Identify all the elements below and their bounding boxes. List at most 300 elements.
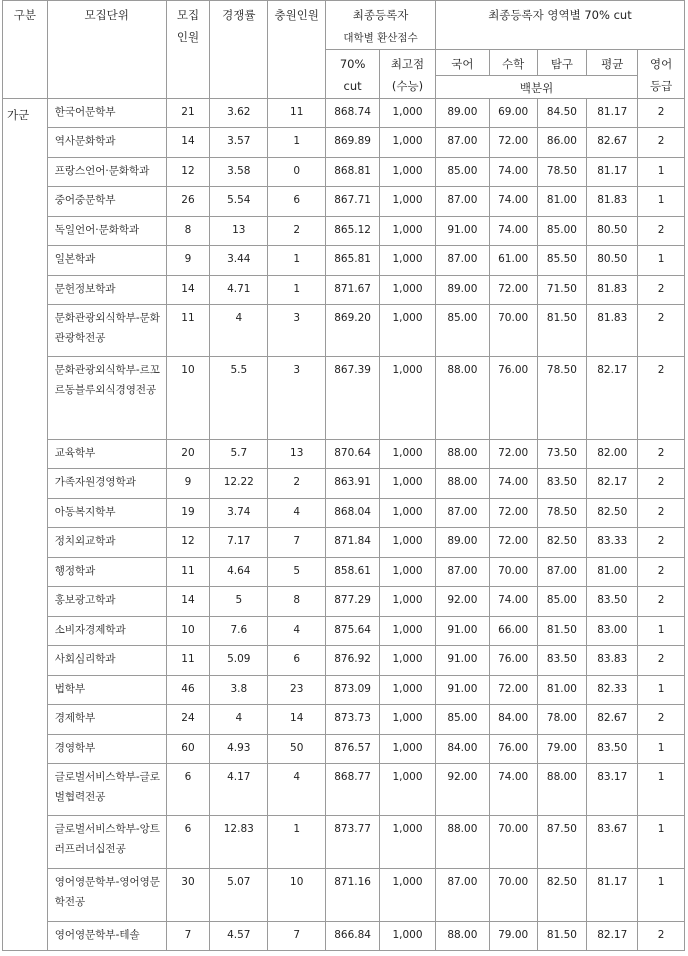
cell-recruit: 11: [166, 558, 210, 587]
cell-recruit: 19: [166, 499, 210, 528]
cell-inquiry: 78.00: [537, 705, 587, 735]
cell-korean: 88.00: [435, 469, 489, 499]
cell-math: 84.00: [489, 705, 537, 735]
cell-inquiry: 78.50: [537, 499, 587, 528]
cell-inquiry: 81.00: [537, 187, 587, 217]
cell-english: 2: [638, 357, 685, 440]
cell-english: 2: [638, 528, 685, 558]
cell-inquiry: 79.00: [537, 735, 587, 764]
cell-cut70: 865.12: [326, 217, 380, 246]
header-competition: 경쟁률: [210, 1, 268, 99]
header-final-area: 최종등록자 영역별 70% cut: [435, 1, 684, 50]
group-label: 가군: [3, 99, 48, 951]
cell-max: 1,000: [380, 676, 436, 705]
cell-inquiry: 81.50: [537, 305, 587, 357]
cell-math: 76.00: [489, 357, 537, 440]
cell-math: 72.00: [489, 528, 537, 558]
cell-cut70: 867.71: [326, 187, 380, 217]
table-row: [3, 587, 685, 617]
cell-name: 사회심리학과: [47, 646, 166, 676]
cell-recruit: 12: [166, 158, 210, 187]
cell-competition: 12.22: [210, 469, 268, 499]
cell-cut70: 865.81: [326, 246, 380, 276]
cell-additional: 2: [268, 469, 326, 499]
cell-korean: 92.00: [435, 587, 489, 617]
cell-inquiry: 84.50: [537, 99, 587, 128]
table-row: [3, 276, 685, 305]
cell-recruit: 6: [166, 764, 210, 816]
cell-english: 1: [638, 816, 685, 869]
cell-name: 역사문화학과: [47, 128, 166, 158]
cell-cut70: 871.16: [326, 869, 380, 922]
header-category: 구분: [3, 1, 48, 99]
cell-competition: 4.93: [210, 735, 268, 764]
header-cut70: 70% cut: [326, 50, 380, 99]
cell-max: 1,000: [380, 764, 436, 816]
table-row: [3, 499, 685, 528]
cell-cut70: 869.89: [326, 128, 380, 158]
cell-name: 소비자경제학과: [47, 617, 166, 646]
cell-english: 1: [638, 158, 685, 187]
table-row: [3, 816, 685, 869]
table-row: [3, 158, 685, 187]
cell-competition: 7.6: [210, 617, 268, 646]
cell-inquiry: 87.00: [537, 558, 587, 587]
cell-name: 문화관광외식학부-르꼬르동블루외식경영전공: [47, 357, 166, 440]
cell-cut70: 868.77: [326, 764, 380, 816]
cell-recruit: 14: [166, 276, 210, 305]
cell-competition: 5: [210, 587, 268, 617]
cell-inquiry: 85.00: [537, 217, 587, 246]
cell-korean: 89.00: [435, 99, 489, 128]
cell-math: 66.00: [489, 617, 537, 646]
admission-results-table: [2, 0, 685, 951]
cell-recruit: 24: [166, 705, 210, 735]
cell-math: 76.00: [489, 646, 537, 676]
cell-avg: 81.00: [587, 558, 638, 587]
cell-name: 법학부: [47, 676, 166, 705]
cell-math: 74.00: [489, 587, 537, 617]
cell-max: 1,000: [380, 99, 436, 128]
header-max-score: 최고점 (수능): [380, 50, 436, 99]
cell-korean: 88.00: [435, 816, 489, 869]
cell-competition: 3.58: [210, 158, 268, 187]
cell-additional: 6: [268, 646, 326, 676]
table-row: [3, 869, 685, 922]
cell-name: 정치외교학과: [47, 528, 166, 558]
cell-inquiry: 82.50: [537, 869, 587, 922]
table-row: [3, 357, 685, 440]
cell-english: 2: [638, 587, 685, 617]
header-unit: 모집단위: [47, 1, 166, 99]
cell-recruit: 7: [166, 922, 210, 951]
cell-avg: 83.33: [587, 528, 638, 558]
cell-recruit: 14: [166, 128, 210, 158]
cell-math: 72.00: [489, 128, 537, 158]
table-row: [3, 764, 685, 816]
table-row: [3, 440, 685, 469]
cell-recruit: 46: [166, 676, 210, 705]
cell-korean: 87.00: [435, 558, 489, 587]
cell-avg: 81.17: [587, 158, 638, 187]
cell-avg: 83.83: [587, 646, 638, 676]
cell-avg: 82.17: [587, 469, 638, 499]
cell-recruit: 6: [166, 816, 210, 869]
cell-competition: 5.7: [210, 440, 268, 469]
cell-recruit: 30: [166, 869, 210, 922]
cell-max: 1,000: [380, 816, 436, 869]
cell-cut70: 873.09: [326, 676, 380, 705]
cell-name: 프랑스언어·문화학과: [47, 158, 166, 187]
cell-max: 1,000: [380, 869, 436, 922]
cell-math: 74.00: [489, 764, 537, 816]
cell-cut70: 877.29: [326, 587, 380, 617]
cell-additional: 3: [268, 357, 326, 440]
cell-max: 1,000: [380, 587, 436, 617]
cell-korean: 88.00: [435, 922, 489, 951]
cell-avg: 81.17: [587, 869, 638, 922]
cell-inquiry: 82.50: [537, 528, 587, 558]
cell-max: 1,000: [380, 617, 436, 646]
cell-name: 영어영문학부-테솔: [47, 922, 166, 951]
cell-english: 2: [638, 922, 685, 951]
cell-recruit: 10: [166, 617, 210, 646]
table-row: [3, 735, 685, 764]
cell-name: 글로벌서비스학부-앙트러프러너십전공: [47, 816, 166, 869]
table-row: [3, 922, 685, 951]
cell-korean: 87.00: [435, 128, 489, 158]
cell-avg: 81.17: [587, 99, 638, 128]
cell-avg: 83.67: [587, 816, 638, 869]
cell-english: 1: [638, 246, 685, 276]
cell-korean: 88.00: [435, 357, 489, 440]
cell-additional: 50: [268, 735, 326, 764]
cell-avg: 82.17: [587, 922, 638, 951]
cell-additional: 0: [268, 158, 326, 187]
cell-math: 72.00: [489, 676, 537, 705]
cell-avg: 81.83: [587, 305, 638, 357]
cell-competition: 5.07: [210, 869, 268, 922]
cell-cut70: 868.74: [326, 99, 380, 128]
cell-competition: 7.17: [210, 528, 268, 558]
cell-math: 74.00: [489, 217, 537, 246]
cell-name: 문헌정보학과: [47, 276, 166, 305]
cell-cut70: 870.64: [326, 440, 380, 469]
cell-cut70: 875.64: [326, 617, 380, 646]
cell-additional: 8: [268, 587, 326, 617]
cell-max: 1,000: [380, 187, 436, 217]
table-row: [3, 646, 685, 676]
cell-korean: 91.00: [435, 676, 489, 705]
cell-competition: 3.44: [210, 246, 268, 276]
cell-korean: 85.00: [435, 705, 489, 735]
cell-english: 2: [638, 705, 685, 735]
cell-additional: 1: [268, 816, 326, 869]
header-english: 영어 등급: [638, 50, 685, 99]
cell-additional: 7: [268, 922, 326, 951]
cell-korean: 87.00: [435, 499, 489, 528]
cell-recruit: 12: [166, 528, 210, 558]
cell-additional: 5: [268, 558, 326, 587]
header-recruit: 모집 인원: [166, 1, 210, 99]
cell-math: 76.00: [489, 735, 537, 764]
cell-competition: 4.17: [210, 764, 268, 816]
cell-max: 1,000: [380, 217, 436, 246]
cell-avg: 82.50: [587, 499, 638, 528]
cell-max: 1,000: [380, 128, 436, 158]
cell-cut70: 868.04: [326, 499, 380, 528]
cell-additional: 1: [268, 246, 326, 276]
cell-additional: 1: [268, 128, 326, 158]
cell-inquiry: 71.50: [537, 276, 587, 305]
cell-competition: 4.71: [210, 276, 268, 305]
cell-recruit: 9: [166, 469, 210, 499]
cell-name: 가족자원경영학과: [47, 469, 166, 499]
cell-avg: 83.00: [587, 617, 638, 646]
cell-cut70: 871.67: [326, 276, 380, 305]
cell-korean: 87.00: [435, 869, 489, 922]
cell-additional: 10: [268, 869, 326, 922]
table-row: [3, 246, 685, 276]
cell-english: 1: [638, 735, 685, 764]
cell-additional: 4: [268, 617, 326, 646]
cell-math: 61.00: [489, 246, 537, 276]
cell-competition: 5.54: [210, 187, 268, 217]
cell-name: 글로벌서비스학부-글로벌협력전공: [47, 764, 166, 816]
table-row: [3, 558, 685, 587]
cell-cut70: 867.39: [326, 357, 380, 440]
cell-cut70: 873.73: [326, 705, 380, 735]
cell-name: 영어영문학부-영어영문학전공: [47, 869, 166, 922]
table-row: [3, 469, 685, 499]
cell-english: 2: [638, 440, 685, 469]
cell-math: 72.00: [489, 499, 537, 528]
cell-recruit: 14: [166, 587, 210, 617]
cell-competition: 3.8: [210, 676, 268, 705]
table-row: [3, 617, 685, 646]
cell-avg: 82.33: [587, 676, 638, 705]
table-row: [3, 705, 685, 735]
cell-cut70: 858.61: [326, 558, 380, 587]
cell-english: 2: [638, 469, 685, 499]
cell-additional: 1: [268, 276, 326, 305]
cell-english: 2: [638, 499, 685, 528]
cell-avg: 81.83: [587, 187, 638, 217]
cell-korean: 84.00: [435, 735, 489, 764]
cell-recruit: 10: [166, 357, 210, 440]
cell-max: 1,000: [380, 440, 436, 469]
cell-name: 일본학과: [47, 246, 166, 276]
cell-cut70: 873.77: [326, 816, 380, 869]
cell-recruit: 21: [166, 99, 210, 128]
cell-english: 1: [638, 764, 685, 816]
cell-competition: 3.74: [210, 499, 268, 528]
cell-max: 1,000: [380, 499, 436, 528]
cell-english: 2: [638, 99, 685, 128]
cell-additional: 4: [268, 499, 326, 528]
cell-korean: 88.00: [435, 440, 489, 469]
cell-competition: 5.09: [210, 646, 268, 676]
cell-english: 2: [638, 276, 685, 305]
cell-max: 1,000: [380, 276, 436, 305]
cell-additional: 4: [268, 764, 326, 816]
cell-math: 74.00: [489, 187, 537, 217]
cell-inquiry: 87.50: [537, 816, 587, 869]
cell-english: 1: [638, 676, 685, 705]
cell-cut70: 876.57: [326, 735, 380, 764]
cell-cut70: 876.92: [326, 646, 380, 676]
cell-inquiry: 78.50: [537, 357, 587, 440]
cell-name: 한국어문학부: [47, 99, 166, 128]
table-row: [3, 305, 685, 357]
cell-competition: 4.64: [210, 558, 268, 587]
cell-math: 74.00: [489, 469, 537, 499]
cell-competition: 3.57: [210, 128, 268, 158]
cell-name: 교육학부: [47, 440, 166, 469]
table-row: [3, 128, 685, 158]
cell-inquiry: 88.00: [537, 764, 587, 816]
cell-inquiry: 81.50: [537, 617, 587, 646]
cell-inquiry: 83.50: [537, 469, 587, 499]
cell-max: 1,000: [380, 922, 436, 951]
cell-avg: 82.67: [587, 705, 638, 735]
table-row: [3, 676, 685, 705]
cell-name: 아동복지학부: [47, 499, 166, 528]
cell-math: 72.00: [489, 276, 537, 305]
cell-competition: 4: [210, 705, 268, 735]
cell-math: 79.00: [489, 922, 537, 951]
cell-avg: 82.17: [587, 357, 638, 440]
cell-english: 2: [638, 558, 685, 587]
cell-math: 70.00: [489, 305, 537, 357]
cell-name: 행정학과: [47, 558, 166, 587]
cell-max: 1,000: [380, 646, 436, 676]
cell-max: 1,000: [380, 357, 436, 440]
cell-korean: 91.00: [435, 646, 489, 676]
cell-english: 2: [638, 646, 685, 676]
cell-competition: 13: [210, 217, 268, 246]
cell-avg: 82.67: [587, 128, 638, 158]
cell-cut70: 866.84: [326, 922, 380, 951]
header-percentile: 백분위: [435, 76, 637, 99]
cell-additional: 6: [268, 187, 326, 217]
cell-name: 경영학부: [47, 735, 166, 764]
cell-english: 1: [638, 869, 685, 922]
cell-name: 문화관광외식학부-문화관광학전공: [47, 305, 166, 357]
cell-max: 1,000: [380, 558, 436, 587]
cell-math: 70.00: [489, 869, 537, 922]
header-average: 평균: [587, 50, 638, 76]
cell-additional: 23: [268, 676, 326, 705]
table-row: [3, 217, 685, 246]
cell-inquiry: 73.50: [537, 440, 587, 469]
cell-recruit: 11: [166, 646, 210, 676]
table-row: [3, 99, 685, 128]
cell-korean: 85.00: [435, 305, 489, 357]
header-korean: 국어: [435, 50, 489, 76]
cell-korean: 92.00: [435, 764, 489, 816]
cell-recruit: 20: [166, 440, 210, 469]
cell-recruit: 60: [166, 735, 210, 764]
cell-math: 72.00: [489, 440, 537, 469]
cell-inquiry: 86.00: [537, 128, 587, 158]
table-row: [3, 528, 685, 558]
cell-competition: 3.62: [210, 99, 268, 128]
cell-avg: 83.50: [587, 587, 638, 617]
cell-recruit: 9: [166, 246, 210, 276]
cell-additional: 14: [268, 705, 326, 735]
cell-cut70: 871.84: [326, 528, 380, 558]
header-math: 수학: [489, 50, 537, 76]
cell-additional: 11: [268, 99, 326, 128]
cell-avg: 80.50: [587, 217, 638, 246]
cell-inquiry: 81.50: [537, 922, 587, 951]
cell-avg: 82.00: [587, 440, 638, 469]
cell-avg: 81.83: [587, 276, 638, 305]
table-body: [3, 99, 685, 951]
cell-avg: 83.17: [587, 764, 638, 816]
cell-cut70: 868.81: [326, 158, 380, 187]
cell-korean: 91.00: [435, 217, 489, 246]
cell-english: 2: [638, 305, 685, 357]
cell-max: 1,000: [380, 735, 436, 764]
cell-inquiry: 78.50: [537, 158, 587, 187]
cell-english: 1: [638, 187, 685, 217]
cell-max: 1,000: [380, 305, 436, 357]
cell-competition: 5.5: [210, 357, 268, 440]
header-inquiry: 탐구: [537, 50, 587, 76]
cell-english: 2: [638, 217, 685, 246]
cell-avg: 80.50: [587, 246, 638, 276]
cell-name: 홍보광고학과: [47, 587, 166, 617]
cell-korean: 85.00: [435, 158, 489, 187]
cell-english: 1: [638, 617, 685, 646]
cell-cut70: 863.91: [326, 469, 380, 499]
cell-math: 70.00: [489, 558, 537, 587]
cell-math: 74.00: [489, 158, 537, 187]
cell-max: 1,000: [380, 469, 436, 499]
cell-avg: 83.50: [587, 735, 638, 764]
cell-max: 1,000: [380, 528, 436, 558]
cell-competition: 4.57: [210, 922, 268, 951]
cell-recruit: 8: [166, 217, 210, 246]
cell-max: 1,000: [380, 246, 436, 276]
cell-cut70: 869.20: [326, 305, 380, 357]
cell-recruit: 11: [166, 305, 210, 357]
cell-korean: 89.00: [435, 528, 489, 558]
cell-additional: 2: [268, 217, 326, 246]
cell-name: 경제학부: [47, 705, 166, 735]
cell-english: 2: [638, 128, 685, 158]
cell-max: 1,000: [380, 705, 436, 735]
cell-recruit: 26: [166, 187, 210, 217]
cell-additional: 7: [268, 528, 326, 558]
cell-math: 70.00: [489, 816, 537, 869]
cell-korean: 91.00: [435, 617, 489, 646]
cell-inquiry: 83.50: [537, 646, 587, 676]
cell-competition: 12.83: [210, 816, 268, 869]
cell-max: 1,000: [380, 158, 436, 187]
cell-additional: 13: [268, 440, 326, 469]
cell-korean: 87.00: [435, 246, 489, 276]
cell-korean: 89.00: [435, 276, 489, 305]
cell-name: 중어중문학부: [47, 187, 166, 217]
header-additional: 충원인원: [268, 1, 326, 99]
cell-inquiry: 85.50: [537, 246, 587, 276]
cell-math: 69.00: [489, 99, 537, 128]
cell-name: 독일언어·문화학과: [47, 217, 166, 246]
cell-competition: 4: [210, 305, 268, 357]
